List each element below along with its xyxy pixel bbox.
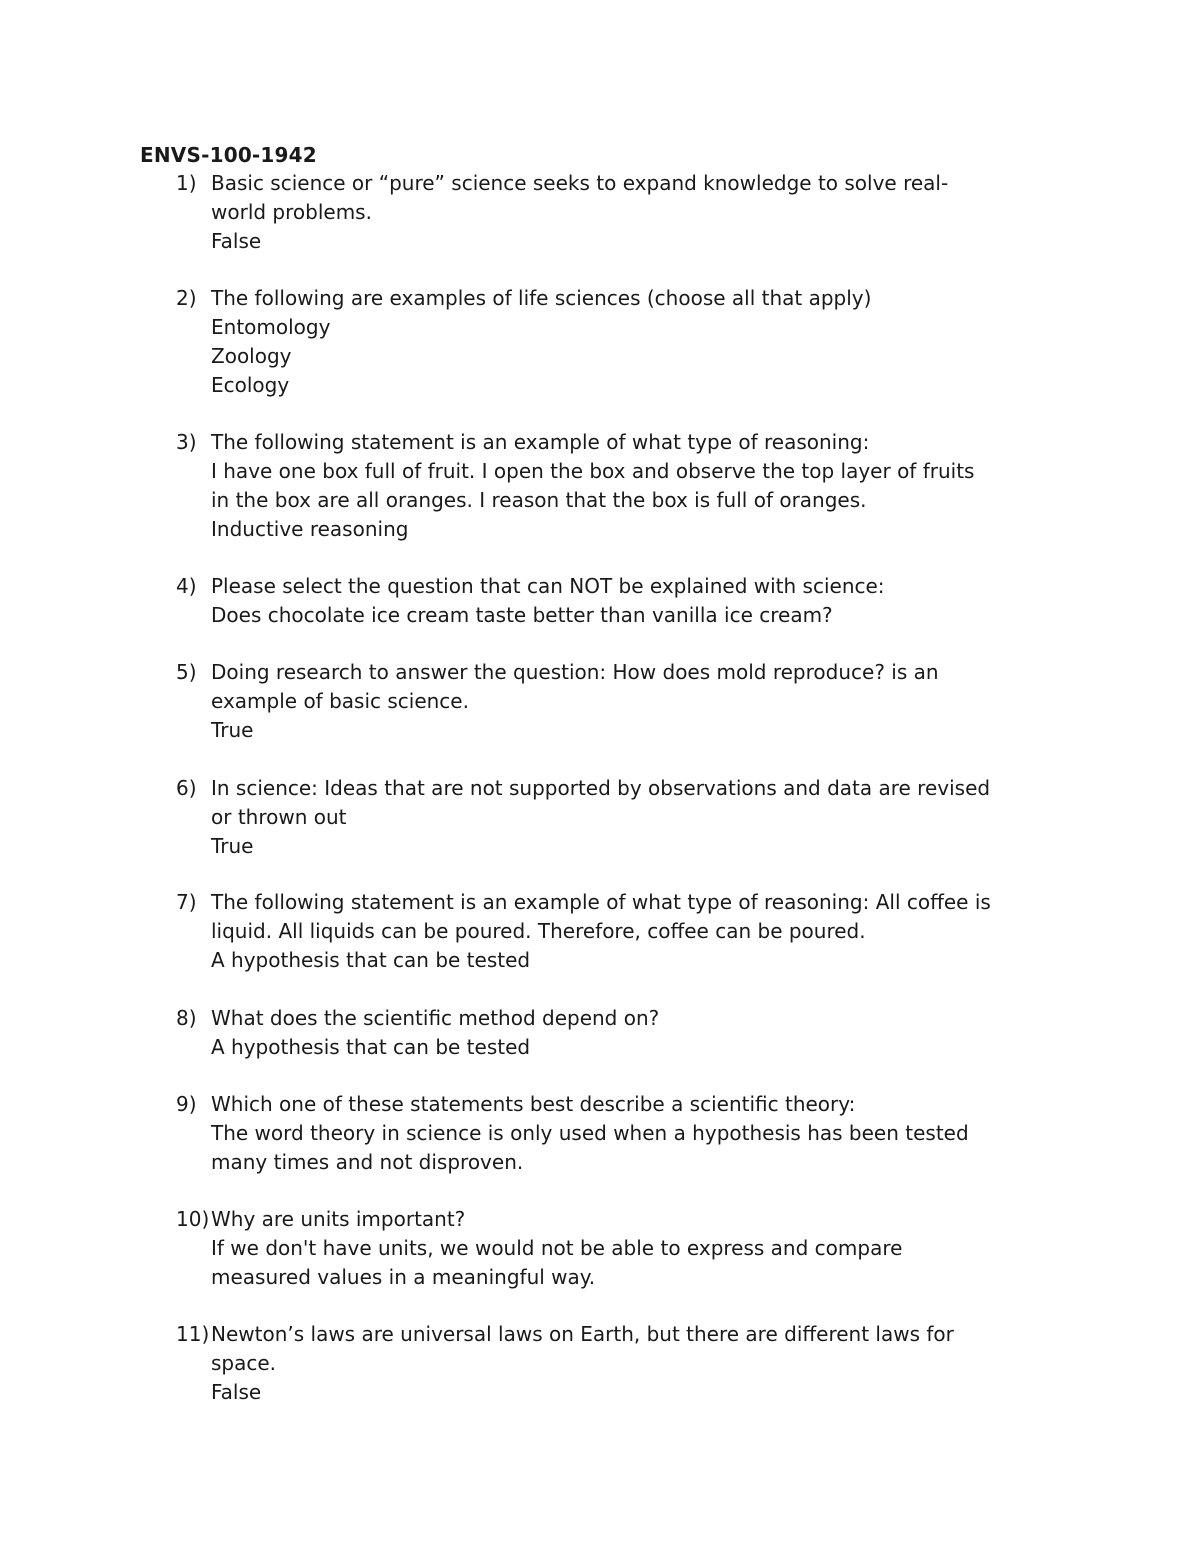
answer-line: many times and not disproven. [211,1150,524,1174]
answer-line: Inductive reasoning [211,517,409,541]
question-line: Which one of these statements best describe a scientific theory: [211,1092,856,1116]
answer-line: A hypothesis that can be tested [211,1035,531,1059]
answer-line: measured values in a meaningful way. [211,1265,596,1289]
question-line: or thrown out [211,805,347,829]
question-body [211,888,1061,975]
question-number: 7) [176,890,197,914]
answer-line: Does chocolate ice cream taste better than vanilla ice cream? [211,603,833,627]
question-number: 3) [176,430,197,454]
answer-line: False [211,1380,262,1404]
question-body [211,1090,1061,1177]
question-line: world problems. [211,200,372,224]
question-number: 11) [176,1322,210,1346]
answer-line: Zoology [211,344,292,368]
question-line: Please select the question that can NOT be explained with science: [211,574,885,598]
question-body [211,658,1061,745]
question-line: in the box are all oranges. I reason that the box is full of oranges. [211,488,867,512]
question-line: In science: Ideas that are not supported by observations and data are revised [211,776,991,800]
question-line: What does the scientific method depend on? [211,1006,660,1030]
answer-line: The word theory in science is only used when a hypothesis has been tested [211,1121,969,1145]
question-body [211,428,1061,544]
question-line: space. [211,1351,277,1375]
question-body [211,774,1061,861]
question-line: Doing research to answer the question: How does mold reproduce? is an [211,660,939,684]
answer-line: Ecology [211,373,290,397]
question-body [211,169,1061,256]
question-number: 4) [176,574,197,598]
question-number: 6) [176,776,197,800]
document-title: ENVS-100-1942 [140,143,317,167]
answer-line: True [211,718,254,742]
question-line: The following statement is an example of what type of reasoning: [211,430,870,454]
question-line: Newton’s laws are universal laws on Earth, but there are different laws for [211,1322,954,1346]
answer-line: False [211,229,262,253]
question-line: Why are units important? [211,1207,466,1231]
question-line: example of basic science. [211,689,469,713]
question-number: 2) [176,286,197,310]
answer-line: True [211,834,254,858]
question-body [211,1205,1061,1292]
question-body [211,572,1061,630]
question-body [211,284,1061,400]
question-number: 10) [176,1207,210,1231]
question-line: Basic science or “pure” science seeks to expand knowledge to solve real- [211,171,949,195]
answer-line: A hypothesis that can be tested [211,948,531,972]
answer-line: If we don't have units, we would not be able to express and compare [211,1236,903,1260]
question-body [211,1004,1061,1062]
question-line: The following statement is an example of what type of reasoning: All coffee is [211,890,991,914]
question-line: I have one box full of fruit. I open the box and observe the top layer of fruits [211,459,975,483]
question-number: 5) [176,660,197,684]
question-line: The following are examples of life sciences (choose all that apply) [211,286,872,310]
question-number: 9) [176,1092,197,1116]
question-number: 1) [176,171,197,195]
question-line: liquid. All liquids can be poured. Therefore, coffee can be poured. [211,919,866,943]
question-body [211,1320,1061,1407]
answer-line: Entomology [211,315,331,339]
question-number: 8) [176,1006,197,1030]
